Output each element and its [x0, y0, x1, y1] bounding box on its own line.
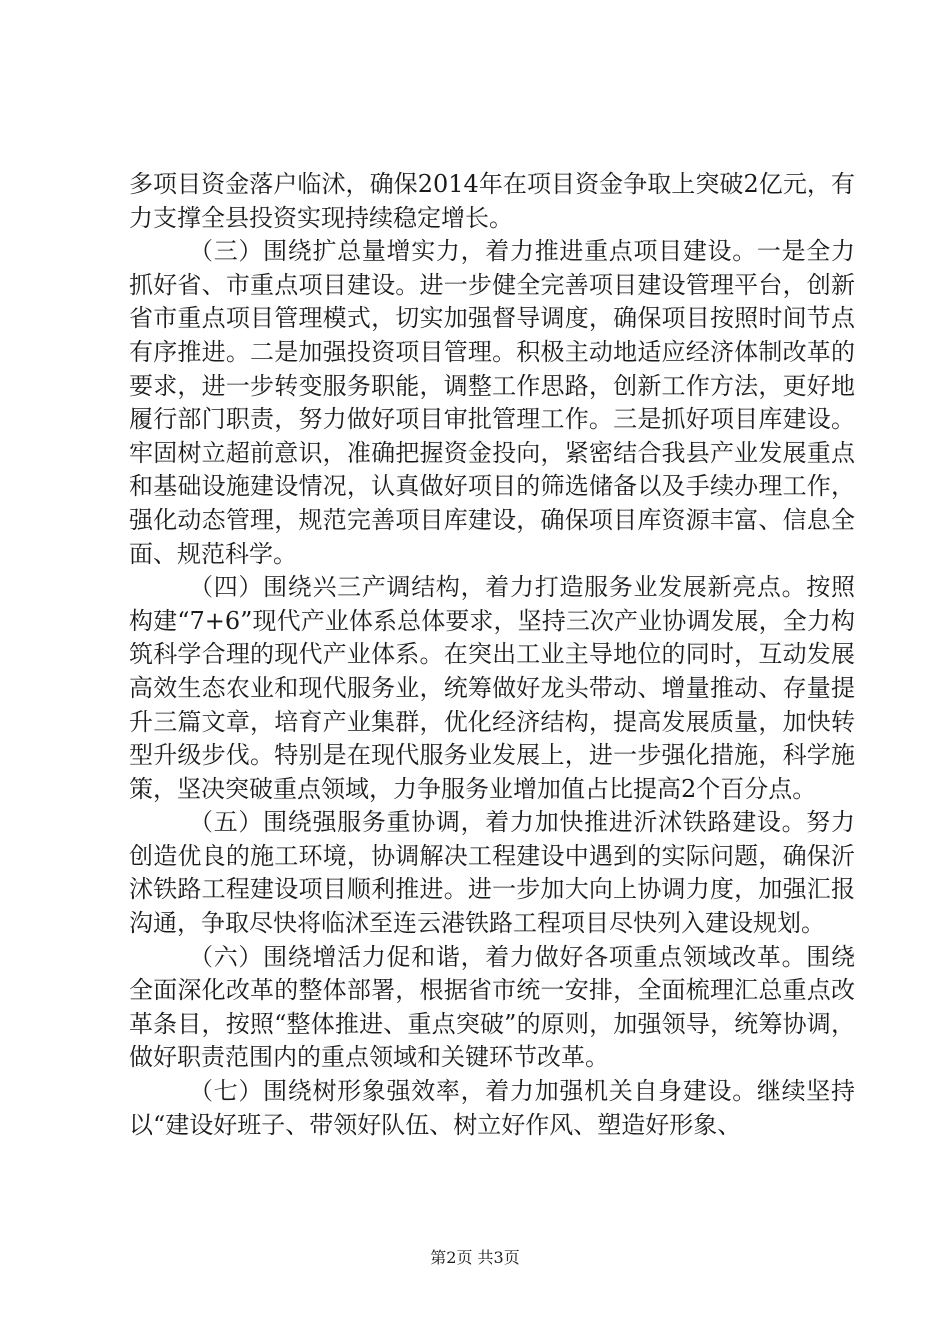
- page-footer: 第2页 共3页: [430, 1248, 520, 1267]
- paragraph-4: （五）围绕强服务重协调，着力加快推进沂沭铁路建设。努力创造优良的施工环境，协调解决工程建设中遇到的实际问题，确保沂沭铁路工程建设项目顺利推进。进一步加大向上协调力度，加强汇报沟通，争取尽快将临沭至连云港铁路工程项目尽快列入建设规划。: [129, 808, 855, 938]
- paragraph-5: （六）围绕增活力促和谐，着力做好各项重点领域改革。围绕全面深化改革的整体部署，根据省市统一安排，全面梳理汇总重点改革条目，按照“整体推进、重点突破”的原则，加强领导，统筹协调，做好职责范围内的重点领域和关键环节改革。: [129, 942, 855, 1072]
- paragraph-2: （三）围绕扩总量增实力，着力推进重点项目建设。一是全力抓好省、市重点项目建设。进一步健全完善项目建设管理平台，创新省市重点项目管理模式，切实加强督导调度，确保项目按照时间节点有序推进。二是加强投资项目管理。积极主动地适应经济体制改革的要求，进一步转变服务职能，调整工作思路，创新工作方法，更好地履行部门职责，努力做好项目审批管理工作。三是抓好项目库建设。牢固树立超前意识，准确把握资金投向，紧密结合我县产业发展重点和基础设施建设情况，认真做好项目的筛选储备以及手续办理工作，强化动态管理，规范完善项目库建设，确保项目库资源丰富、信息全面、规范科学。: [129, 237, 855, 568]
- paragraph-3: （四）围绕兴三产调结构，着力打造服务业发展新亮点。按照构建“7+6”现代产业体系总体要求，坚持三次产业协调发展，全力构筑科学合理的现代产业体系。在突出工业主导地位的同时，互动发展高效生态农业和现代服务业，统筹做好龙头带动、增量推动、存量提升三篇文章，培育产业集群，优化经济结构，提高发展质量，加快转型升级步伐。特别是在现代服务业发展上，进一步强化措施，科学施策，坚决突破重点领域，力争服务业增加值占比提高2个百分点。: [129, 573, 855, 803]
- paragraph-6: （七）围绕树形象强效率，着力加强机关自身建设。继续坚持以“建设好班子、带领好队伍、树立好作风、塑造好形象、: [129, 1077, 855, 1139]
- document-body: [129, 168, 855, 1142]
- paragraph-1: 多项目资金落户临沭，确保2014年在项目资金争取上突破2亿元，有力支撑全县投资实现持续稳定增长。: [129, 170, 855, 232]
